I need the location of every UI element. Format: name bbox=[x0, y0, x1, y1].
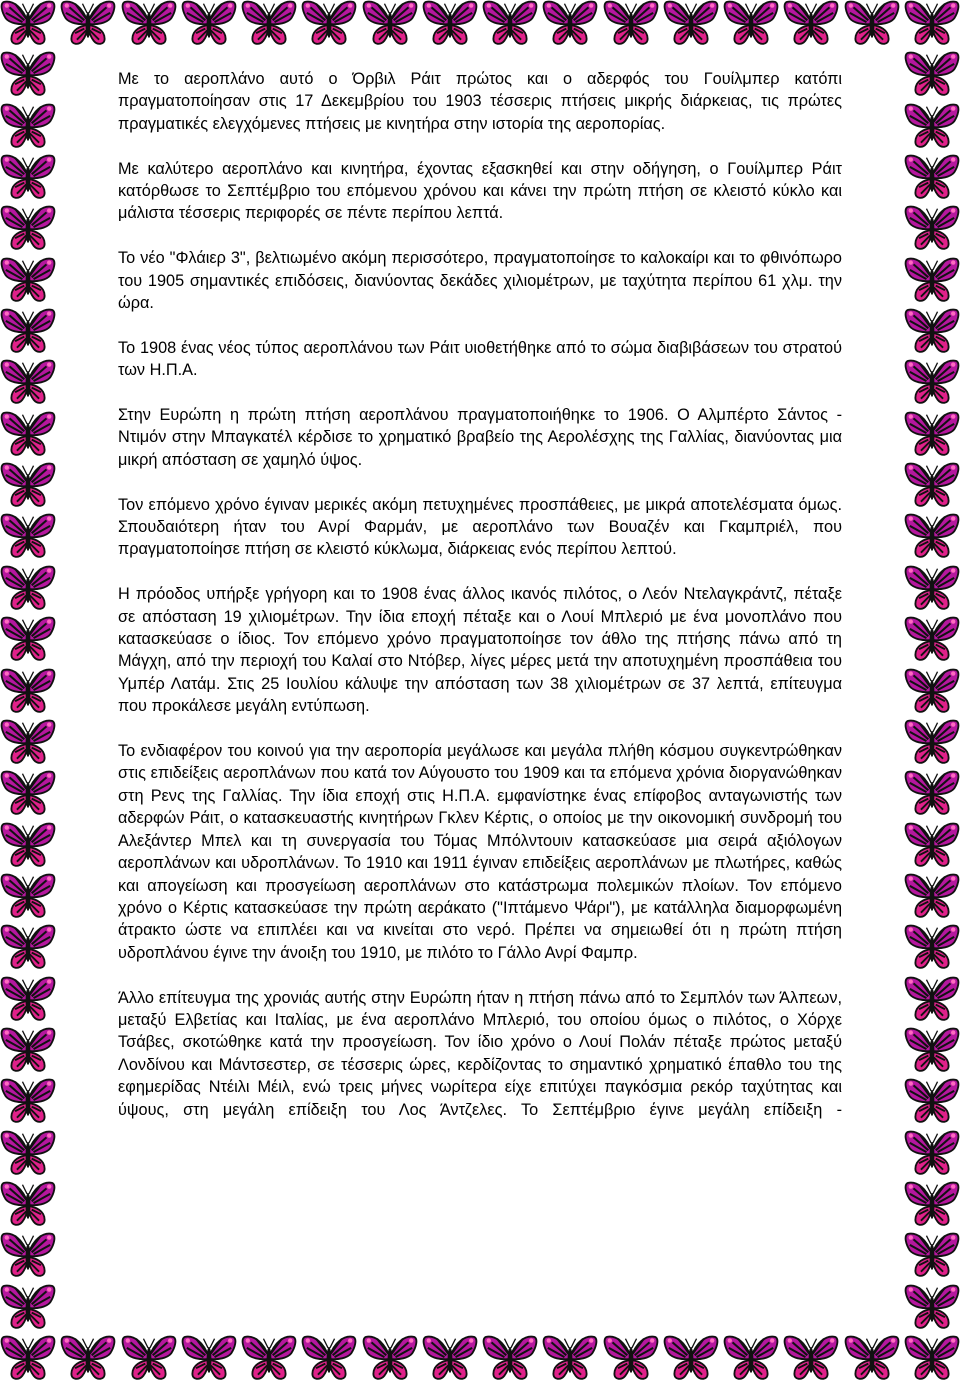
butterfly-icon bbox=[121, 0, 177, 48]
butterfly-icon bbox=[904, 513, 960, 561]
butterfly-icon bbox=[0, 257, 56, 305]
butterfly-icon bbox=[904, 1027, 960, 1075]
paragraph-4: Το 1908 ένας νέος τύπος αεροπλάνου των Ράιτ υιοθετήθηκε από το σώμα διαβιβάσεων του στρατού των Η.Π.Α. bbox=[118, 338, 842, 380]
paragraph-5: Στην Ευρώπη η πρώτη πτήση αεροπλάνου πραγματοποιήθηκε το 1906. Ο Αλμπέρτο Σάντος - Ντιμόν στην Μπαγκατέλ κέρδισε το χρηματικό βραβείο της Αερολέσχης της Γαλλίας, διανύοντας μια μικρή απόσταση σε χαμηλό ύψος. bbox=[118, 406, 842, 469]
butterfly-icon bbox=[904, 1078, 960, 1126]
butterfly-icon bbox=[0, 616, 56, 664]
butterfly-icon bbox=[0, 1078, 56, 1126]
paragraph-1: Με το αεροπλάνο αυτό ο Όρβιλ Ράιτ πρώτος και ο αδερφός του Γουίλμπερ κατόπι πραγματοποίησαν στις 17 Δεκεμβρίου του 1903 τέσσερις πτήσεις μικρής διάρκειας, τις πρώτες πραγματικές ελεγχόμενες πτήσεις με κινητήρα στην ιστορία της αεροπορίας. bbox=[118, 70, 842, 133]
butterfly-icon bbox=[904, 924, 960, 972]
butterfly-icon bbox=[904, 359, 960, 407]
butterfly-icon bbox=[904, 873, 960, 921]
butterfly-icon bbox=[723, 1335, 779, 1383]
butterfly-icon bbox=[0, 1181, 56, 1229]
butterfly-icon bbox=[904, 103, 960, 151]
butterfly-icon bbox=[0, 308, 56, 356]
butterfly-icon bbox=[422, 0, 478, 48]
butterfly-icon bbox=[904, 205, 960, 253]
butterfly-icon bbox=[0, 1027, 56, 1075]
butterfly-icon bbox=[60, 0, 116, 48]
butterfly-icon bbox=[0, 1130, 56, 1178]
butterfly-icon bbox=[904, 0, 960, 48]
butterfly-icon bbox=[0, 1284, 56, 1332]
butterfly-icon bbox=[663, 0, 719, 48]
butterfly-icon bbox=[904, 1335, 960, 1383]
butterfly-icon bbox=[0, 513, 56, 561]
paragraph-6: Τον επόμενο χρόνο έγιναν μερικές ακόμη πετυχημένες προσπάθειες, με μικρά αποτελέσματα όμως. Σπουδαιότερη ήταν του Ανρί Φαρμάν, με αεροπλάνο των Βουαζέν και Γκαμπριέλ, που πραγματοποίησε πτήση σε κλειστό κύκλωμα, διάρκειας ενός περίπου λεπτού. bbox=[118, 495, 842, 559]
butterfly-icon bbox=[723, 0, 779, 48]
butterfly-icon bbox=[181, 1335, 237, 1383]
butterfly-icon bbox=[362, 1335, 418, 1383]
butterfly-icon bbox=[904, 51, 960, 99]
butterfly-icon bbox=[0, 565, 56, 613]
butterfly-icon bbox=[904, 411, 960, 459]
butterfly-icon bbox=[0, 1232, 56, 1280]
butterfly-icon bbox=[0, 51, 56, 99]
butterfly-icon bbox=[904, 565, 960, 613]
butterfly-icon bbox=[904, 1284, 960, 1332]
butterfly-icon bbox=[844, 0, 900, 48]
butterfly-icon bbox=[121, 1335, 177, 1383]
butterfly-icon bbox=[663, 1335, 719, 1383]
butterfly-icon bbox=[362, 0, 418, 48]
butterfly-icon bbox=[60, 1335, 116, 1383]
butterfly-icon bbox=[0, 976, 56, 1024]
butterfly-icon bbox=[783, 0, 839, 48]
butterfly-icon bbox=[542, 1335, 598, 1383]
butterfly-icon bbox=[603, 1335, 659, 1383]
butterfly-icon bbox=[422, 1335, 478, 1383]
butterfly-icon bbox=[904, 1130, 960, 1178]
paragraph-7: Η πρόοδος υπήρξε γρήγορη και το 1908 ένας άλλος ικανός πιλότος, ο Λεόν Ντελαγκράντζ, πέταξε σε απόσταση 19 χιλιομέτρων. Την ίδια εποχή πέταξε και ο Λουί Μπλεριό με ένα μονοπλάνο που κατασκεύασε ο ίδιος. Τον επόμενο χρόνο πραγματοποίησε τον άθλο της πτήσης πάνω από τη Μάγχη, από την περιοχή του Καλαί στο Ντόβερ, λίγες μέρες μετά την αποτυχημένη προσπάθεια του Υμπέρ Λατάμ. Στις 25 Ιουλίου κάλυψε την απόσταση των 38 χιλιομέτρων σε 37 λεπτά, επίτευγμα που προκάλεσε μεγάλη εντύπωση. bbox=[118, 585, 842, 716]
butterfly-icon bbox=[904, 976, 960, 1024]
butterfly-icon bbox=[0, 770, 56, 818]
butterfly-icon bbox=[0, 462, 56, 510]
butterfly-icon bbox=[482, 0, 538, 48]
butterfly-icon bbox=[0, 719, 56, 767]
butterfly-icon bbox=[0, 205, 56, 253]
butterfly-icon bbox=[0, 411, 56, 459]
butterfly-icon bbox=[0, 1335, 56, 1383]
butterfly-icon bbox=[482, 1335, 538, 1383]
butterfly-icon bbox=[904, 154, 960, 202]
butterfly-icon bbox=[783, 1335, 839, 1383]
butterfly-icon bbox=[904, 257, 960, 305]
butterfly-icon bbox=[844, 1335, 900, 1383]
butterfly-icon bbox=[0, 0, 56, 48]
butterfly-icon bbox=[0, 924, 56, 972]
butterfly-icon bbox=[542, 0, 598, 48]
butterfly-icon bbox=[0, 154, 56, 202]
butterfly-icon bbox=[0, 359, 56, 407]
butterfly-icon bbox=[301, 1335, 357, 1383]
butterfly-icon bbox=[0, 873, 56, 921]
butterfly-icon bbox=[241, 1335, 297, 1383]
butterfly-icon bbox=[904, 1181, 960, 1229]
butterfly-icon bbox=[904, 719, 960, 767]
paragraph-2: Με καλύτερο αεροπλάνο και κινητήρα, έχοντας εξασκηθεί και στην οδήγηση, ο Γουίλμπερ Ράιτ κατόρθωσε το Σεπτέμβριο του επόμενου χρόνου και κάνει την πρώτη πτήση σε κλειστό κύκλο και μάλιστα τέσσερις περιφορές σε πέντε περίπου λεπτά. bbox=[118, 159, 842, 223]
paragraph-9: Άλλο επίτευγμα της χρονιάς αυτής στην Ευρώπη ήταν η πτήση πάνω από το Σεμπλόν των Άλπεων, μεταξύ Ελβετίας και Ιταλίας, με ένα αεροπλάνο Μπλεριό, του οποίου όμως ο πιλότος, ο Χόρχε Τσάβες, σκοτώθηκε κατά την προσγείωση. Τον ίδιο χρόνο ο Λουί Πολάν πέταξε πρώτος μεταξύ Λονδίνου και Μάντσεστερ, σε τέσσερις ώρες, κερδίζοντας το σημαντικό χρηματικό έπαθλο του της εφημερίδας Ντέιλι Μέιλ, ενώ τρεις μήνες νωρίτερα είχε επιτύχει παγκόσμια ρεκόρ ταχύτητας και ύψους, στη μεγάλη επίδειξη του Λος Άντζελες. Το Σεπτέμβριο έγινε μεγάλη επίδειξη - bbox=[118, 988, 842, 1119]
butterfly-icon bbox=[0, 668, 56, 716]
butterfly-icon bbox=[603, 0, 659, 48]
butterfly-icon bbox=[904, 462, 960, 510]
butterfly-icon bbox=[904, 616, 960, 664]
butterfly-icon bbox=[904, 308, 960, 356]
butterfly-icon bbox=[181, 0, 237, 48]
butterfly-icon bbox=[904, 668, 960, 716]
butterfly-icon bbox=[904, 822, 960, 870]
paragraph-3: Το νέο "Φλάιερ 3", βελτιωμένο ακόμη περισσότερο, πραγματοποίησε το καλοκαίρι και το φθινόπωρο του 1905 σημαντικές επιδόσεις, διανύοντας δεκάδες χιλιομέτρων, με ταχύτητα περίπου 61 χλμ. την ώρα. bbox=[118, 249, 842, 313]
butterfly-icon bbox=[301, 0, 357, 48]
paragraph-8: Το ενδιαφέρον του κοινού για την αεροπορία μεγάλωσε και μεγάλα πλήθη κόσμου συγκεντρώθηκαν στις επιδείξεις αεροπλάνων που κατά τον Αύγουστο του 1909 και τα επόμενα χρόνια διοργανώθηκαν στη Ρενς της Γαλλίας. Την ίδια εποχή στις Η.Π.Α. εμφανίστηκε ένας επίφοβος ανταγωνιστής των αδερφών Ράιτ, ο κατασκευαστής κινητήρων Γκλεν Κέρτις, ο οποίος με την οικονομική συνδρομή του Αλεξάντερ Μπελ και τη συνεργασία του Τόμας Μπόλντουιν κατασκεύασε μια σειρά αξιόλογων αεροπλάνων και υδροπλάνων. Το 1910 και 1911 έγιναν επιδείξεις αεροπλάνων με πλωτήρες, καθώς και απογείωση και προσγείωση αεροπλάνων στο κατάστρωμα πολεμικών πλοίων. Τον επόμενο χρόνο ο Κέρτις κατασκεύασε την πρώτη αεράκατο ("Ιπτάμενο Ψάρι"), με κατάλληλα διαμορφωμένη άτρακτο ώστε να επιπλέει και να κινείται στο νερό. Πρέπει να σημειωθεί ότι η πρώτη πτήση υδροπλάνου έγινε την άνοιξη του 1910, με πιλότο το Γάλλο Ανρί Φαμπρ. bbox=[118, 742, 842, 962]
document-body bbox=[118, 68, 842, 1143]
butterfly-icon bbox=[0, 103, 56, 151]
butterfly-icon bbox=[904, 770, 960, 818]
butterfly-icon bbox=[904, 1232, 960, 1280]
butterfly-icon bbox=[241, 0, 297, 48]
butterfly-icon bbox=[0, 822, 56, 870]
